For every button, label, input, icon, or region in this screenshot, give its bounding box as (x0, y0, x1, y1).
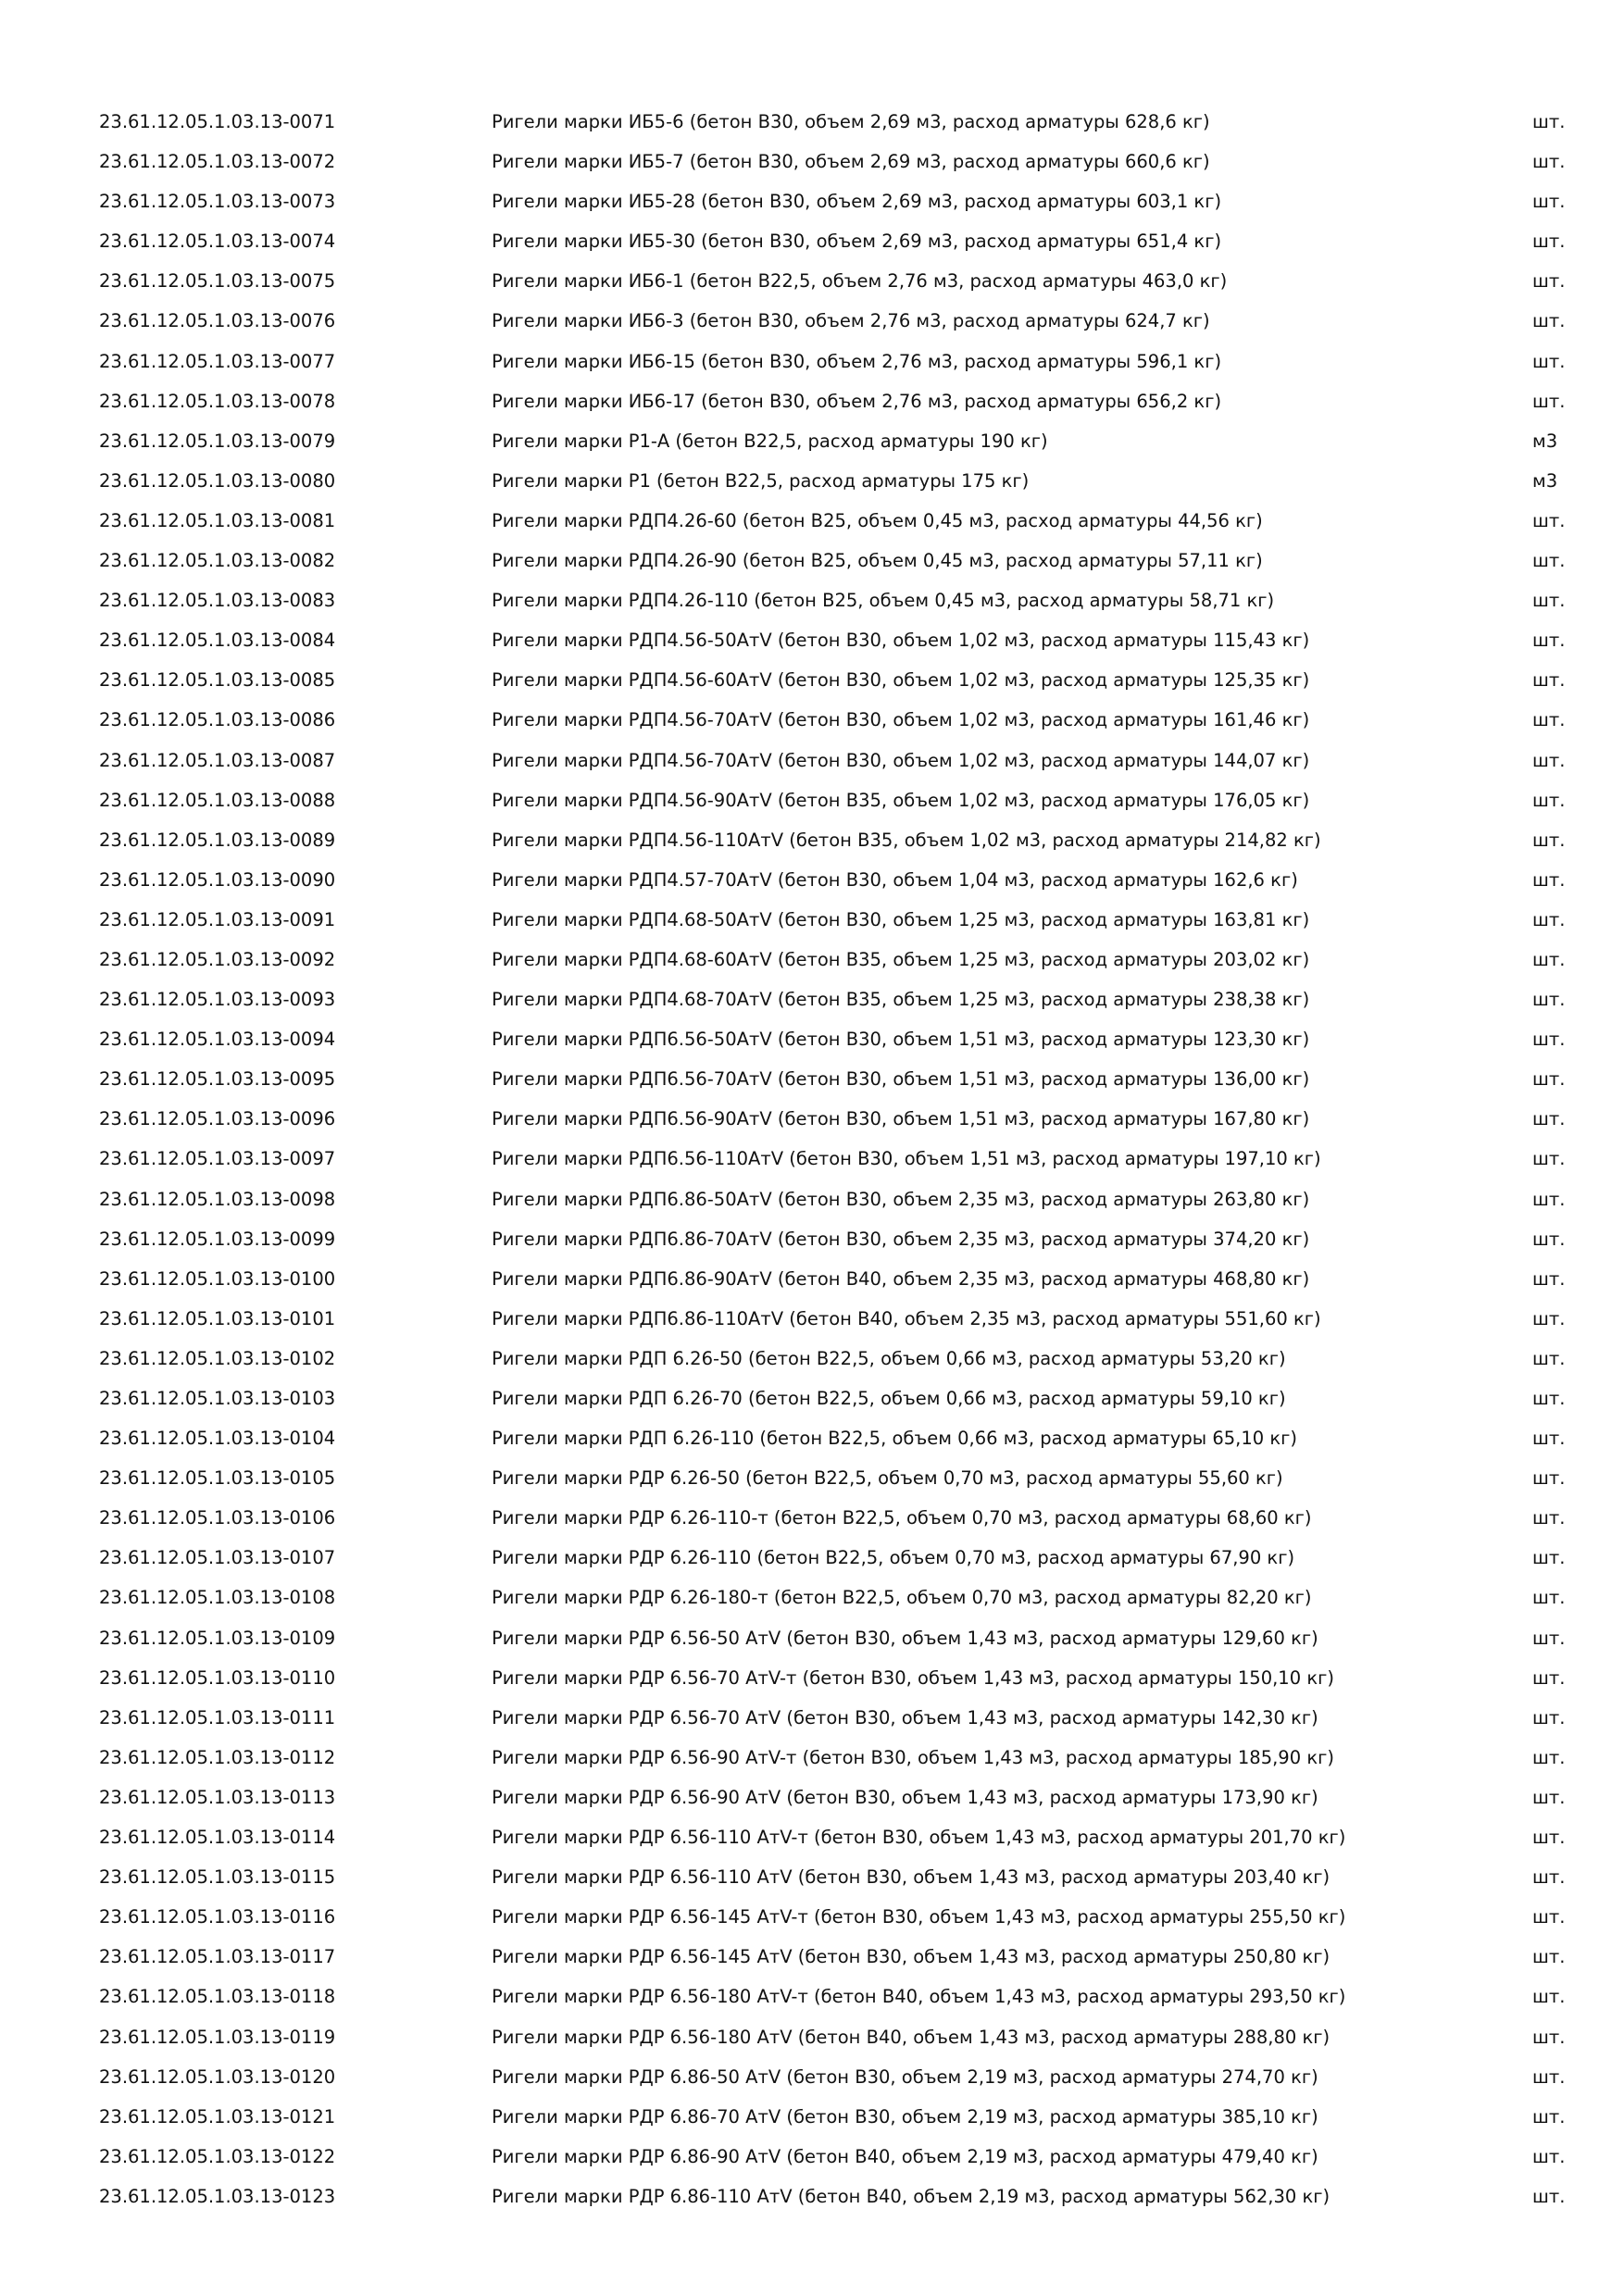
resource-code: 23.61.12.05.1.03.13-0123 (99, 2185, 336, 2207)
unit-of-measure: шт. (1532, 1029, 1566, 1051)
unit-of-measure: шт. (1532, 2105, 1566, 2128)
unit-of-measure: шт. (1532, 1188, 1566, 1210)
resource-code: 23.61.12.05.1.03.13-0078 (99, 390, 336, 412)
resource-name: Ригели марки РДР 6.56-70 АтV-т (бетон В30, объем 1,43 м3, расход арматуры 150,10 кг) (492, 1666, 1334, 1689)
resource-code: 23.61.12.05.1.03.13-0081 (99, 509, 336, 531)
table-row (0, 2057, 1624, 2097)
table-row (0, 142, 1624, 181)
resource-code: 23.61.12.05.1.03.13-0106 (99, 1507, 336, 1529)
unit-of-measure: шт. (1532, 310, 1566, 332)
table-row (0, 261, 1624, 301)
resource-code: 23.61.12.05.1.03.13-0115 (99, 1866, 336, 1889)
unit-of-measure: шт. (1532, 749, 1566, 771)
resource-name: Ригели марки РДР 6.56-180 АтV (бетон В40, объем 1,43 м3, расход арматуры 288,80 кг) (492, 2026, 1330, 2048)
resource-code: 23.61.12.05.1.03.13-0122 (99, 2145, 336, 2167)
resource-code: 23.61.12.05.1.03.13-0075 (99, 270, 336, 293)
resource-name: Ригели марки РДП4.56-50АтV (бетон В30, объем 1,02 м3, расход арматуры 115,43 кг) (492, 630, 1310, 652)
resource-code: 23.61.12.05.1.03.13-0083 (99, 590, 336, 612)
resource-code: 23.61.12.05.1.03.13-0077 (99, 350, 336, 372)
table-row (0, 1778, 1624, 1817)
resource-name: Ригели марки ИБ6-15 (бетон В30, объем 2,76 м3, расход арматуры 596,1 кг) (492, 350, 1222, 372)
resource-name: Ригели марки РДП6.86-70АтV (бетон В30, объем 2,35 м3, расход арматуры 374,20 кг) (492, 1228, 1310, 1250)
table-row (0, 860, 1624, 900)
resource-code: 23.61.12.05.1.03.13-0101 (99, 1307, 336, 1329)
resource-name: Ригели марки РДР 6.56-145 АтV-т (бетон В30, объем 1,43 м3, расход арматуры 255,50 кг) (492, 1906, 1346, 1928)
unit-of-measure: шт. (1532, 1507, 1566, 1529)
unit-of-measure: шт. (1532, 1428, 1566, 1450)
unit-of-measure: шт. (1532, 590, 1566, 612)
resource-code: 23.61.12.05.1.03.13-0072 (99, 151, 336, 173)
table-row (0, 1937, 1624, 1977)
table-row (0, 1099, 1624, 1139)
resource-name: Ригели марки Р1-А (бетон В22,5, расход арматуры 190 кг) (492, 430, 1048, 452)
unit-of-measure: шт. (1532, 868, 1566, 891)
table-row (0, 1299, 1624, 1339)
resource-name: Ригели марки РДП 6.26-110 (бетон В22,5, объем 0,66 м3, расход арматуры 65,10 кг) (492, 1428, 1297, 1450)
resource-code: 23.61.12.05.1.03.13-0117 (99, 1946, 336, 1968)
table-row (0, 1179, 1624, 1219)
resource-code: 23.61.12.05.1.03.13-0111 (99, 1706, 336, 1728)
resource-code: 23.61.12.05.1.03.13-0118 (99, 1986, 336, 2008)
resource-code: 23.61.12.05.1.03.13-0098 (99, 1188, 336, 1210)
resource-code: 23.61.12.05.1.03.13-0114 (99, 1827, 336, 1849)
resource-code: 23.61.12.05.1.03.13-0071 (99, 111, 336, 132)
unit-of-measure: шт. (1532, 270, 1566, 293)
table-row (0, 421, 1624, 461)
table-row (0, 1897, 1624, 1937)
unit-of-measure: м3 (1532, 430, 1558, 452)
resource-name: Ригели марки РДП4.56-60АтV (бетон В30, объем 1,02 м3, расход арматуры 125,35 кг) (492, 669, 1310, 692)
resource-name: Ригели марки РДП4.56-110АтV (бетон В35, объем 1,02 м3, расход арматуры 214,82 кг) (492, 829, 1321, 851)
unit-of-measure: шт. (1532, 1587, 1566, 1609)
table-row (0, 301, 1624, 341)
unit-of-measure: шт. (1532, 1866, 1566, 1889)
unit-of-measure: шт. (1532, 1108, 1566, 1130)
unit-of-measure: шт. (1532, 1267, 1566, 1290)
table-row (0, 940, 1624, 980)
unit-of-measure: шт. (1532, 509, 1566, 531)
resource-name: Ригели марки РДП 6.26-70 (бетон В22,5, объем 0,66 м3, расход арматуры 59,10 кг) (492, 1388, 1286, 1409)
table-row (0, 1538, 1624, 1578)
table-row (0, 2137, 1624, 2177)
resource-name: Ригели марки ИБ6-1 (бетон В22,5, объем 2,76 м3, расход арматуры 463,0 кг) (492, 270, 1228, 293)
resource-code: 23.61.12.05.1.03.13-0094 (99, 1029, 336, 1051)
resource-name: Ригели марки РДП6.56-90АтV (бетон В30, объем 1,51 м3, расход арматуры 167,80 кг) (492, 1108, 1310, 1130)
table-row (0, 1738, 1624, 1778)
table-row (0, 1698, 1624, 1738)
table-row (0, 1379, 1624, 1418)
resource-name: Ригели марки РДП6.86-110АтV (бетон В40, объем 2,35 м3, расход арматуры 551,60 кг) (492, 1307, 1321, 1329)
unit-of-measure: шт. (1532, 550, 1566, 572)
unit-of-measure: шт. (1532, 1347, 1566, 1369)
resource-name: Ригели марки РДР 6.26-110 (бетон В22,5, объем 0,70 м3, расход арматуры 67,90 кг) (492, 1547, 1295, 1569)
unit-of-measure: шт. (1532, 1986, 1566, 2008)
unit-of-measure: шт. (1532, 1068, 1566, 1091)
table-row (0, 700, 1624, 740)
unit-of-measure: шт. (1532, 2026, 1566, 2048)
unit-of-measure: шт. (1532, 1627, 1566, 1649)
resource-name: Ригели марки РДР 6.56-90 АтV-т (бетон В30, объем 1,43 м3, расход арматуры 185,90 кг) (492, 1746, 1334, 1768)
resource-name: Ригели марки РДР 6.26-110-т (бетон В22,5, объем 0,70 м3, расход арматуры 68,60 кг) (492, 1507, 1312, 1529)
unit-of-measure: шт. (1532, 1827, 1566, 1849)
unit-of-measure: шт. (1532, 948, 1566, 970)
resource-name: Ригели марки РДП4.57-70АтV (бетон В30, объем 1,04 м3, расход арматуры 162,6 кг) (492, 868, 1298, 891)
resource-name: Ригели марки Р1 (бетон В22,5, расход арматуры 175 кг) (492, 469, 1030, 492)
table-row (0, 1019, 1624, 1059)
resource-code: 23.61.12.05.1.03.13-0091 (99, 908, 336, 930)
unit-of-measure: шт. (1532, 1666, 1566, 1689)
resource-name: Ригели марки РДР 6.56-110 АтV-т (бетон В30, объем 1,43 м3, расход арматуры 201,70 кг) (492, 1827, 1346, 1849)
table-row (0, 620, 1624, 660)
resource-name: Ригели марки РДП4.68-50АтV (бетон В30, объем 1,25 м3, расход арматуры 163,81 кг) (492, 908, 1310, 930)
resource-name: Ригели марки РДР 6.56-50 АтV (бетон В30, объем 1,43 м3, расход арматуры 129,60 кг) (492, 1627, 1318, 1649)
table-row (0, 102, 1624, 142)
resource-code: 23.61.12.05.1.03.13-0097 (99, 1148, 336, 1170)
resource-name: Ригели марки РДП6.86-90АтV (бетон В40, объем 2,35 м3, расход арматуры 468,80 кг) (492, 1267, 1310, 1290)
table-row (0, 1259, 1624, 1299)
table-row (0, 1339, 1624, 1379)
unit-of-measure: шт. (1532, 1467, 1566, 1490)
resource-name: Ригели марки РДР 6.86-70 АтV (бетон В30, объем 2,19 м3, расход арматуры 385,10 кг) (492, 2105, 1318, 2128)
resource-code: 23.61.12.05.1.03.13-0105 (99, 1467, 336, 1490)
unit-of-measure: шт. (1532, 908, 1566, 930)
resource-code: 23.61.12.05.1.03.13-0085 (99, 669, 336, 692)
resource-name: Ригели марки ИБ5-6 (бетон В30, объем 2,69 м3, расход арматуры 628,6 кг) (492, 111, 1210, 132)
table-row (0, 1618, 1624, 1658)
unit-of-measure: шт. (1532, 2065, 1566, 2088)
unit-of-measure: м3 (1532, 469, 1558, 492)
resource-code: 23.61.12.05.1.03.13-0095 (99, 1068, 336, 1091)
table-row (0, 2017, 1624, 2057)
resource-code: 23.61.12.05.1.03.13-0103 (99, 1388, 336, 1409)
resource-name: Ригели марки ИБ6-17 (бетон В30, объем 2,76 м3, расход арматуры 656,2 кг) (492, 390, 1222, 412)
resource-name: Ригели марки ИБ6-3 (бетон В30, объем 2,76 м3, расход арматуры 624,7 кг) (492, 310, 1210, 332)
resource-name: Ригели марки ИБ5-28 (бетон В30, объем 2,69 м3, расход арматуры 603,1 кг) (492, 191, 1222, 213)
unit-of-measure: шт. (1532, 1307, 1566, 1329)
unit-of-measure: шт. (1532, 1547, 1566, 1569)
resource-code: 23.61.12.05.1.03.13-0110 (99, 1666, 336, 1689)
table-row (0, 780, 1624, 820)
table-row (0, 1498, 1624, 1538)
resource-name: Ригели марки РДП4.56-70АтV (бетон В30, объем 1,02 м3, расход арматуры 144,07 кг) (492, 749, 1310, 771)
unit-of-measure: шт. (1532, 390, 1566, 412)
table-row (0, 1578, 1624, 1617)
table-row (0, 1219, 1624, 1259)
resource-code: 23.61.12.05.1.03.13-0104 (99, 1428, 336, 1450)
resource-code: 23.61.12.05.1.03.13-0079 (99, 430, 336, 452)
unit-of-measure: шт. (1532, 989, 1566, 1011)
resource-name: Ригели марки РДР 6.26-50 (бетон В22,5, объем 0,70 м3, расход арматуры 55,60 кг) (492, 1467, 1283, 1490)
resource-code: 23.61.12.05.1.03.13-0090 (99, 868, 336, 891)
table-row (0, 660, 1624, 700)
resource-code: 23.61.12.05.1.03.13-0076 (99, 310, 336, 332)
table-row (0, 1817, 1624, 1857)
resource-name: Ригели марки РДР 6.86-110 АтV (бетон В40, объем 2,19 м3, расход арматуры 562,30 кг) (492, 2185, 1330, 2207)
unit-of-measure: шт. (1532, 630, 1566, 652)
unit-of-measure: шт. (1532, 789, 1566, 811)
table-row (0, 1658, 1624, 1698)
resource-code: 23.61.12.05.1.03.13-0102 (99, 1347, 336, 1369)
table-row (0, 221, 1624, 261)
resource-code: 23.61.12.05.1.03.13-0073 (99, 191, 336, 213)
resource-name: Ригели марки РДР 6.86-50 АтV (бетон В30, объем 2,19 м3, расход арматуры 274,70 кг) (492, 2065, 1318, 2088)
resource-code: 23.61.12.05.1.03.13-0088 (99, 789, 336, 811)
unit-of-measure: шт. (1532, 669, 1566, 692)
unit-of-measure: шт. (1532, 1148, 1566, 1170)
unit-of-measure: шт. (1532, 1706, 1566, 1728)
resource-name: Ригели марки РДП4.56-70АтV (бетон В30, объем 1,02 м3, расход арматуры 161,46 кг) (492, 709, 1310, 731)
table-row (0, 541, 1624, 580)
unit-of-measure: шт. (1532, 1746, 1566, 1768)
table-row (0, 900, 1624, 940)
resource-code: 23.61.12.05.1.03.13-0087 (99, 749, 336, 771)
unit-of-measure: шт. (1532, 709, 1566, 731)
resource-name: Ригели марки РДР 6.56-110 АтV (бетон В30, объем 1,43 м3, расход арматуры 203,40 кг) (492, 1866, 1330, 1889)
table-row (0, 461, 1624, 501)
resource-code: 23.61.12.05.1.03.13-0089 (99, 829, 336, 851)
resource-code: 23.61.12.05.1.03.13-0116 (99, 1906, 336, 1928)
table-row (0, 1418, 1624, 1458)
resource-name: Ригели марки РДП4.26-60 (бетон В25, объем 0,45 м3, расход арматуры 44,56 кг) (492, 509, 1263, 531)
table-row (0, 1059, 1624, 1099)
unit-of-measure: шт. (1532, 1388, 1566, 1409)
resource-name: Ригели марки ИБ5-30 (бетон В30, объем 2,69 м3, расход арматуры 651,4 кг) (492, 231, 1222, 253)
resource-name: Ригели марки РДП4.56-90АтV (бетон В35, объем 1,02 м3, расход арматуры 176,05 кг) (492, 789, 1310, 811)
resource-code: 23.61.12.05.1.03.13-0086 (99, 709, 336, 731)
resource-name: Ригели марки РДП4.68-60АтV (бетон В35, объем 1,25 м3, расход арматуры 203,02 кг) (492, 948, 1310, 970)
table-row (0, 381, 1624, 421)
resource-code: 23.61.12.05.1.03.13-0074 (99, 231, 336, 253)
table-row (0, 980, 1624, 1019)
resource-code: 23.61.12.05.1.03.13-0093 (99, 989, 336, 1011)
table-row (0, 741, 1624, 780)
resource-name: Ригели марки РДР 6.56-70 АтV (бетон В30, объем 1,43 м3, расход арматуры 142,30 кг) (492, 1706, 1318, 1728)
resource-code: 23.61.12.05.1.03.13-0092 (99, 948, 336, 970)
resource-name: Ригели марки РДР 6.56-145 АтV (бетон В30, объем 1,43 м3, расход арматуры 250,80 кг) (492, 1946, 1330, 1968)
resource-name: Ригели марки РДР 6.56-180 АтV-т (бетон В40, объем 1,43 м3, расход арматуры 293,50 кг) (492, 1986, 1346, 2008)
unit-of-measure: шт. (1532, 151, 1566, 173)
resource-name: Ригели марки РДП6.56-50АтV (бетон В30, объем 1,51 м3, расход арматуры 123,30 кг) (492, 1029, 1310, 1051)
resource-code: 23.61.12.05.1.03.13-0107 (99, 1547, 336, 1569)
resource-name: Ригели марки РДП6.86-50АтV (бетон В30, объем 2,35 м3, расход арматуры 263,80 кг) (492, 1188, 1310, 1210)
resource-code: 23.61.12.05.1.03.13-0082 (99, 550, 336, 572)
resource-name: Ригели марки РДР 6.26-180-т (бетон В22,5, объем 0,70 м3, расход арматуры 82,20 кг) (492, 1587, 1312, 1609)
resource-name: Ригели марки РДП6.56-70АтV (бетон В30, объем 1,51 м3, расход арматуры 136,00 кг) (492, 1068, 1310, 1091)
resource-code: 23.61.12.05.1.03.13-0121 (99, 2105, 336, 2128)
table-row (0, 1139, 1624, 1179)
unit-of-measure: шт. (1532, 1906, 1566, 1928)
resource-code: 23.61.12.05.1.03.13-0084 (99, 630, 336, 652)
table-row (0, 2177, 1624, 2216)
resource-code: 23.61.12.05.1.03.13-0099 (99, 1228, 336, 1250)
resource-code: 23.61.12.05.1.03.13-0113 (99, 1786, 336, 1808)
table-row (0, 580, 1624, 620)
unit-of-measure: шт. (1532, 231, 1566, 253)
unit-of-measure: шт. (1532, 2145, 1566, 2167)
resource-code: 23.61.12.05.1.03.13-0080 (99, 469, 336, 492)
table-row (0, 820, 1624, 860)
unit-of-measure: шт. (1532, 829, 1566, 851)
resource-name: Ригели марки РДП6.56-110АтV (бетон В30, объем 1,51 м3, расход арматуры 197,10 кг) (492, 1148, 1321, 1170)
resource-name: Ригели марки РДР 6.56-90 АтV (бетон В30, объем 1,43 м3, расход арматуры 173,90 кг) (492, 1786, 1318, 1808)
resource-code: 23.61.12.05.1.03.13-0120 (99, 2065, 336, 2088)
resource-code: 23.61.12.05.1.03.13-0112 (99, 1746, 336, 1768)
resource-name: Ригели марки РДП4.68-70АтV (бетон В35, объем 1,25 м3, расход арматуры 238,38 кг) (492, 989, 1310, 1011)
resource-name: Ригели марки РДР 6.86-90 АтV (бетон В40, объем 2,19 м3, расход арматуры 479,40 кг) (492, 2145, 1318, 2167)
unit-of-measure: шт. (1532, 1228, 1566, 1250)
resource-code: 23.61.12.05.1.03.13-0109 (99, 1627, 336, 1649)
table-row (0, 501, 1624, 541)
unit-of-measure: шт. (1532, 191, 1566, 213)
resource-name: Ригели марки РДП 6.26-50 (бетон В22,5, объем 0,66 м3, расход арматуры 53,20 кг) (492, 1347, 1286, 1369)
resource-code: 23.61.12.05.1.03.13-0119 (99, 2026, 336, 2048)
resource-name: Ригели марки РДП4.26-90 (бетон В25, объем 0,45 м3, расход арматуры 57,11 кг) (492, 550, 1263, 572)
unit-of-measure: шт. (1532, 1946, 1566, 1968)
table-row (0, 181, 1624, 221)
unit-of-measure: шт. (1532, 111, 1566, 132)
resource-code: 23.61.12.05.1.03.13-0108 (99, 1587, 336, 1609)
unit-of-measure: шт. (1532, 350, 1566, 372)
table-row (0, 1977, 1624, 2016)
unit-of-measure: шт. (1532, 2185, 1566, 2207)
resource-code: 23.61.12.05.1.03.13-0096 (99, 1108, 336, 1130)
table-row (0, 2097, 1624, 2137)
resource-name: Ригели марки РДП4.26-110 (бетон В25, объем 0,45 м3, расход арматуры 58,71 кг) (492, 590, 1275, 612)
table-row (0, 1857, 1624, 1897)
table-row (0, 342, 1624, 381)
price-list-table (0, 102, 1624, 2216)
table-row (0, 1458, 1624, 1498)
resource-name: Ригели марки ИБ5-7 (бетон В30, объем 2,69 м3, расход арматуры 660,6 кг) (492, 151, 1210, 173)
unit-of-measure: шт. (1532, 1786, 1566, 1808)
resource-code: 23.61.12.05.1.03.13-0100 (99, 1267, 336, 1290)
